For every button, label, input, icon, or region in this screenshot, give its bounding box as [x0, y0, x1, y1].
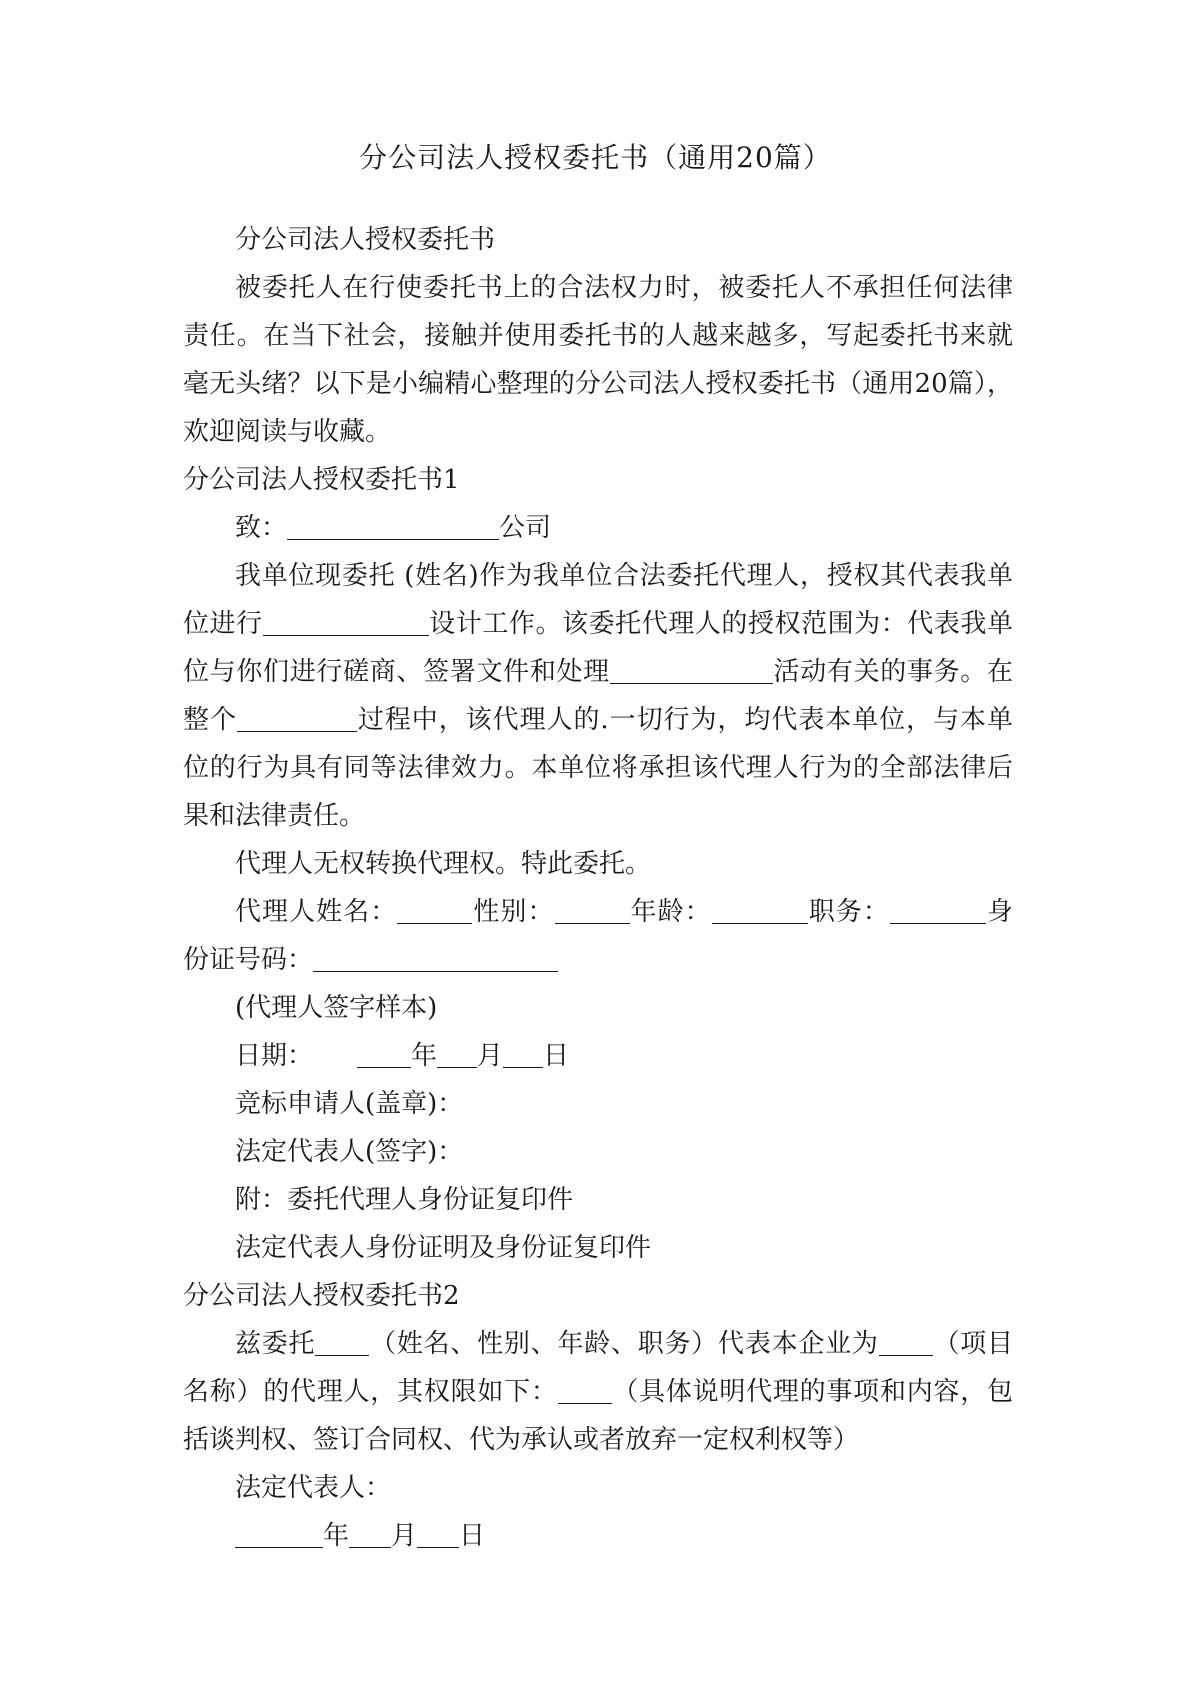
- para-b4: （具体说明代理的事项和内容，包括谈判权、签订合同权、代为承认或者放弃一定权利权等）: [183, 1377, 1013, 1455]
- section1-heading: 分公司法人授权委托书1: [183, 465, 460, 495]
- intro-paragraph: 被委托人在行使委托书上的合法权力时，被委托人不承担任何法律责任。在当下社会，接触并使用委托书的人越来越多，写起委托书来就毫无头绪？以下是小编精心整理的分公司法人授权委托书（通用20篇），欢迎阅读与收藏。: [183, 273, 1013, 447]
- signature-sample: (代理人签字样本): [235, 993, 438, 1023]
- month-blank-2: [349, 1517, 391, 1548]
- day-blank: [503, 1037, 543, 1068]
- year-label-2: 年: [323, 1521, 350, 1551]
- section2-heading: 分公司法人授权委托书2: [183, 1281, 460, 1311]
- project-name-blank: [879, 1325, 933, 1356]
- id-number-blank: [313, 941, 558, 972]
- agent-info-line: [183, 888, 1013, 984]
- recipient-line: [183, 504, 1013, 552]
- attachment-1: 附：委托代理人身份证复印件: [235, 1185, 574, 1215]
- to-prefix: 致：: [235, 513, 288, 543]
- month-label-2: 月: [391, 1521, 418, 1551]
- process-blank: [237, 701, 357, 732]
- date-line: [183, 1032, 1013, 1080]
- age-blank: [712, 893, 808, 924]
- authorization-paragraph: [183, 552, 1013, 840]
- date-line-2: [183, 1512, 1013, 1560]
- para-a2: 设计工作。该委托代理人的授权范围为：代表我单位与你们进行磋商、签署文件和处理: [183, 609, 1013, 687]
- year-label: 年: [411, 1041, 438, 1071]
- name-blank: [315, 1325, 369, 1356]
- gender-label: 性别：: [472, 897, 555, 927]
- to-suffix: 公司: [499, 513, 552, 543]
- para-a3: 活动有关的事务。在整个: [183, 657, 1013, 735]
- year-blank: [357, 1037, 411, 1068]
- agent-name-label: 代理人姓名：: [235, 897, 398, 927]
- year-blank-2: [235, 1517, 323, 1548]
- document-body: [183, 216, 1013, 1560]
- day-label-2: 日: [459, 1521, 486, 1551]
- activity-blank: [610, 653, 773, 684]
- age-label: 年龄：: [629, 897, 712, 927]
- para-b1: 兹委托: [235, 1329, 316, 1359]
- para-b3: （项目名称）的代理人，其权限如下：: [183, 1329, 1013, 1407]
- position-blank: [890, 893, 986, 924]
- month-blank: [437, 1037, 477, 1068]
- intro-subtitle: 分公司法人授权委托书: [235, 225, 496, 255]
- project-blank: [263, 605, 429, 636]
- legal-rep-line: 法定代表人：: [235, 1473, 392, 1503]
- document-title: 分公司法人授权委托书（通用20篇）: [359, 141, 832, 174]
- legal-rep-sign-line: 法定代表人(签字)：: [235, 1137, 464, 1167]
- day-label: 日: [543, 1041, 570, 1071]
- para-a1: 我单位现委托 (姓名)作为我单位合法委托代理人，授权其代表我单位进行: [183, 561, 1013, 639]
- company-blank: [287, 509, 499, 540]
- day-blank-2: [417, 1517, 459, 1548]
- id-number-label: 身份证号码：: [183, 897, 1013, 975]
- bidder-line: 竞标申请人(盖章)：: [235, 1089, 464, 1119]
- agent-name-blank: [397, 893, 472, 924]
- para-a4: 过程中，该代理人的.一切行为，均代表本单位，与本单位的行为具有同等法律效力。本单位将承担该代理人行为的全部法律后果和法律责任。: [183, 705, 1013, 831]
- entrust-paragraph: [183, 1320, 1013, 1464]
- gender-blank: [555, 893, 630, 924]
- no-transfer-line: 代理人无权转换代理权。特此委托。: [235, 849, 652, 879]
- position-label: 职务：: [807, 897, 890, 927]
- attachment-2: 法定代表人身份证明及身份证复印件: [235, 1233, 652, 1263]
- para-b2: （姓名、性别、年龄、职务）代表本企业为: [369, 1329, 879, 1359]
- month-label: 月: [477, 1041, 504, 1071]
- powers-blank: [558, 1373, 612, 1404]
- date-label: 日期：: [235, 1041, 314, 1071]
